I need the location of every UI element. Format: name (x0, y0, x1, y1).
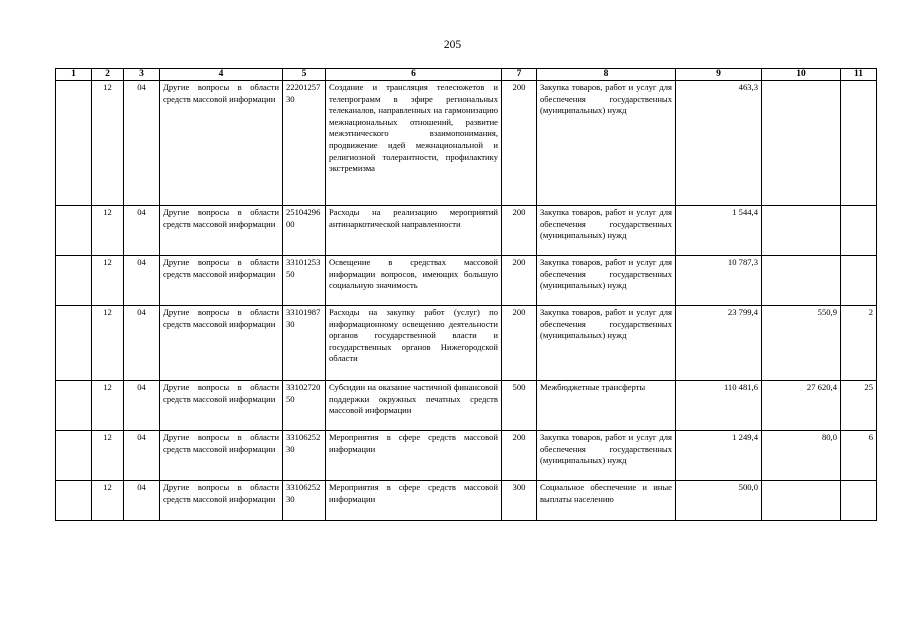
cell-expense-code: 500 (502, 381, 537, 431)
column-header: 4 (160, 69, 283, 81)
cell-target-name: Расходы на закупку работ (услуг) по информационному освещению деятельности органов государственной власти и государственных органов Нижегородской области (326, 306, 502, 381)
cell-amount: 1 249,4 (676, 431, 762, 481)
cell-amount-3 (841, 206, 877, 256)
table-row (56, 306, 877, 381)
cell-subsection: 04 (124, 256, 160, 306)
cell-amount-3 (841, 81, 877, 206)
cell-amount-2: 27 620,4 (762, 381, 841, 431)
cell-expense-name: Закупка товаров, работ и услуг для обеспечения государственных (муниципальных) нужд (537, 81, 676, 206)
cell-section-name: Другие вопросы в области средств массовой информации (160, 306, 283, 381)
page-number: 205 (443, 39, 462, 51)
cell-section: 12 (92, 206, 124, 256)
cell-amount-3: 6 (841, 431, 877, 481)
column-header: 8 (537, 69, 676, 81)
cell-col1 (56, 306, 92, 381)
cell-col1 (56, 256, 92, 306)
cell-amount-2 (762, 256, 841, 306)
column-header: 5 (283, 69, 326, 81)
table-row (56, 481, 877, 521)
column-header: 11 (841, 69, 877, 81)
cell-amount-2 (762, 481, 841, 521)
cell-target-name: Мероприятия в сфере средств массовой информации (326, 431, 502, 481)
cell-expense-code: 200 (502, 431, 537, 481)
cell-amount-3 (841, 256, 877, 306)
header-row (56, 69, 877, 81)
cell-subsection: 04 (124, 81, 160, 206)
cell-expense-code: 300 (502, 481, 537, 521)
cell-col1 (56, 81, 92, 206)
cell-target-code: 3310625230 (283, 481, 326, 521)
cell-col1 (56, 206, 92, 256)
cell-amount: 110 481,6 (676, 381, 762, 431)
cell-section: 12 (92, 256, 124, 306)
column-header: 2 (92, 69, 124, 81)
cell-amount: 23 799,4 (676, 306, 762, 381)
table-body (56, 81, 877, 521)
cell-section: 12 (92, 81, 124, 206)
column-header: 6 (326, 69, 502, 81)
cell-target-code: 3310198730 (283, 306, 326, 381)
cell-amount-3: 2 (841, 306, 877, 381)
cell-target-code: 3310625230 (283, 431, 326, 481)
cell-expense-name: Закупка товаров, работ и услуг для обеспечения государственных (муниципальных) нужд (537, 206, 676, 256)
cell-target-name: Мероприятия в сфере средств массовой информации (326, 481, 502, 521)
cell-subsection: 04 (124, 206, 160, 256)
cell-amount-2 (762, 206, 841, 256)
cell-section-name: Другие вопросы в области средств массовой информации (160, 481, 283, 521)
cell-section-name: Другие вопросы в области средств массовой информации (160, 206, 283, 256)
cell-col1 (56, 481, 92, 521)
cell-expense-code: 200 (502, 206, 537, 256)
cell-target-name: Субсидии на оказание частичной финансовой поддержки окружных печатных средств массовой информации (326, 381, 502, 431)
cell-amount: 500,0 (676, 481, 762, 521)
cell-target-code: 2510429600 (283, 206, 326, 256)
cell-target-code: 3310125350 (283, 256, 326, 306)
cell-amount: 10 787,3 (676, 256, 762, 306)
cell-amount: 1 544,4 (676, 206, 762, 256)
cell-expense-code: 200 (502, 81, 537, 206)
cell-amount: 463,3 (676, 81, 762, 206)
cell-expense-name: Закупка товаров, работ и услуг для обеспечения государственных (муниципальных) нужд (537, 306, 676, 381)
table-row (56, 431, 877, 481)
cell-expense-name: Социальное обеспечение и иные выплаты населению (537, 481, 676, 521)
cell-target-name: Освещение в средствах массовой информации вопросов, имеющих большую социальную значимость (326, 256, 502, 306)
cell-expense-name: Закупка товаров, работ и услуг для обеспечения государственных (муниципальных) нужд (537, 431, 676, 481)
budget-table (55, 68, 877, 521)
cell-col1 (56, 431, 92, 481)
cell-section-name: Другие вопросы в области средств массовой информации (160, 256, 283, 306)
cell-target-name: Расходы на реализацию мероприятий антинаркотической направленности (326, 206, 502, 256)
cell-section: 12 (92, 306, 124, 381)
cell-section-name: Другие вопросы в области средств массовой информации (160, 381, 283, 431)
cell-expense-name: Закупка товаров, работ и услуг для обеспечения государственных (муниципальных) нужд (537, 256, 676, 306)
cell-amount-2: 550,9 (762, 306, 841, 381)
column-header: 3 (124, 69, 160, 81)
table-row (56, 381, 877, 431)
table-row (56, 81, 877, 206)
cell-amount-2: 80,0 (762, 431, 841, 481)
cell-section-name: Другие вопросы в области средств массовой информации (160, 81, 283, 206)
cell-amount-3 (841, 481, 877, 521)
cell-expense-code: 200 (502, 256, 537, 306)
column-header: 1 (56, 69, 92, 81)
cell-section: 12 (92, 431, 124, 481)
table-row (56, 256, 877, 306)
cell-col1 (56, 381, 92, 431)
cell-target-code: 2220125730 (283, 81, 326, 206)
cell-section-name: Другие вопросы в области средств массовой информации (160, 431, 283, 481)
cell-section: 12 (92, 381, 124, 431)
cell-expense-code: 200 (502, 306, 537, 381)
table-row (56, 206, 877, 256)
cell-amount-3: 25 (841, 381, 877, 431)
cell-section: 12 (92, 481, 124, 521)
cell-subsection: 04 (124, 306, 160, 381)
cell-expense-name: Межбюджетные трансферты (537, 381, 676, 431)
cell-subsection: 04 (124, 481, 160, 521)
column-header: 10 (762, 69, 841, 81)
cell-target-code: 3310272050 (283, 381, 326, 431)
cell-subsection: 04 (124, 431, 160, 481)
cell-amount-2 (762, 81, 841, 206)
column-header: 9 (676, 69, 762, 81)
cell-target-name: Создание и трансляция телесюжетов и телепрограмм в эфире региональных телеканалов, направленных на гармонизацию межнациональных отношений, развитие межэтнического взаимопонимания, продвижение идей межнациональной и религиозной толерантности, профилактику экстремизма (326, 81, 502, 206)
column-header: 7 (502, 69, 537, 81)
cell-subsection: 04 (124, 381, 160, 431)
